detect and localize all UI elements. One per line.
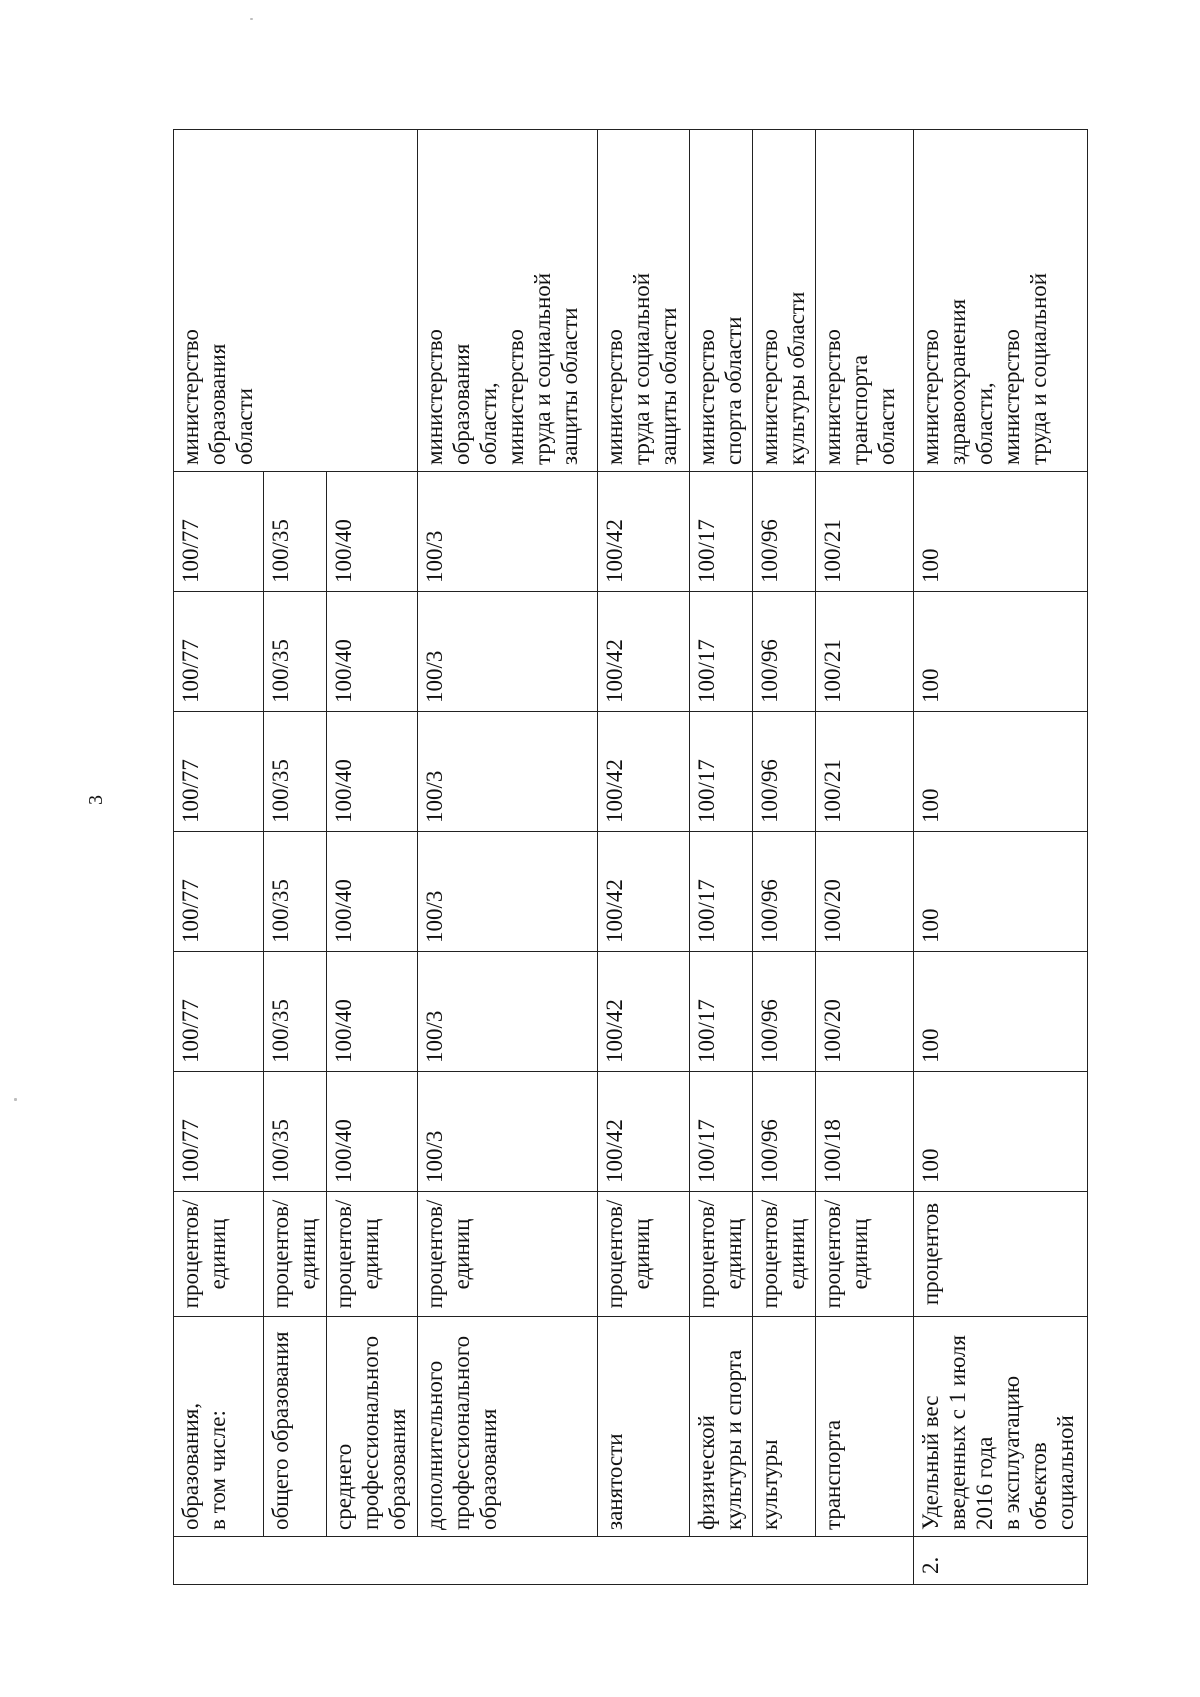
table-row (816, 130, 914, 1585)
indicators-table (173, 129, 1088, 1585)
value-cell: 100/35 (264, 832, 327, 952)
unit-cell: процентов/ единиц (753, 1192, 816, 1317)
value-cell: 100/42 (597, 592, 690, 712)
unit-cell: процентов/ единиц (690, 1192, 753, 1317)
value-cell: 100/77 (174, 712, 264, 832)
value-cell: 100/3 (417, 1072, 597, 1192)
value-cell: 100/42 (597, 952, 690, 1072)
value-cell: 100/96 (753, 592, 816, 712)
value-cell: 100/40 (326, 1072, 417, 1192)
indicator-cell: Удельный вес введенных с 1 июля 2016 года в эксплуатацию объектов социальной (913, 1317, 1087, 1537)
value-cell: 100 (913, 592, 1087, 712)
value-cell: 100/17 (690, 952, 753, 1072)
row-number-cell (753, 1537, 816, 1585)
value-cell: 100/35 (264, 592, 327, 712)
row-number-cell: 2. (913, 1537, 1087, 1585)
value-cell: 100/96 (753, 472, 816, 592)
value-cell: 100/40 (326, 952, 417, 1072)
value-cell: 100/42 (597, 712, 690, 832)
row-number-cell (326, 1537, 417, 1585)
value-cell: 100/40 (326, 592, 417, 712)
value-cell: 100/96 (753, 952, 816, 1072)
value-cell: 100/77 (174, 472, 264, 592)
unit-cell: процентов/ единиц (264, 1192, 327, 1317)
value-cell: 100/96 (753, 712, 816, 832)
page-number: 3 (85, 795, 107, 805)
scan-speck (14, 1098, 17, 1101)
unit-cell: процентов/ единиц (417, 1192, 597, 1317)
unit-cell: процентов/ единиц (816, 1192, 914, 1317)
value-cell: 100/35 (264, 472, 327, 592)
unit-cell: процентов (913, 1192, 1087, 1317)
value-cell: 100/17 (690, 712, 753, 832)
value-cell: 100/17 (690, 472, 753, 592)
value-cell: 100/42 (597, 472, 690, 592)
indicator-cell: образования, в том числе: (174, 1317, 264, 1537)
value-cell: 100/18 (816, 1072, 914, 1192)
row-number-cell (597, 1537, 690, 1585)
row-number-cell (264, 1537, 327, 1585)
value-cell: 100/77 (174, 1072, 264, 1192)
indicator-cell: дополнительного профессионального образования (417, 1317, 597, 1537)
unit-cell: процентов/ единиц (174, 1192, 264, 1317)
value-cell: 100/40 (326, 712, 417, 832)
table-row (597, 130, 690, 1585)
value-cell: 100/40 (326, 472, 417, 592)
table-row (174, 130, 264, 1585)
value-cell: 100 (913, 952, 1087, 1072)
value-cell: 100/42 (597, 1072, 690, 1192)
table-row (690, 130, 753, 1585)
responsible-cell: министерство образования области (174, 130, 264, 472)
table-row (264, 130, 327, 1585)
responsible-cell (264, 130, 327, 472)
responsible-cell: министерство образования области, министерство труда и социальной защиты области (417, 130, 597, 472)
value-cell: 100/17 (690, 832, 753, 952)
value-cell: 100/21 (816, 472, 914, 592)
value-cell: 100/20 (816, 832, 914, 952)
value-cell: 100/35 (264, 952, 327, 1072)
table-row (913, 130, 1087, 1585)
value-cell: 100/3 (417, 952, 597, 1072)
value-cell: 100/3 (417, 592, 597, 712)
table-row (326, 130, 417, 1585)
value-cell: 100/21 (816, 592, 914, 712)
value-cell: 100/40 (326, 832, 417, 952)
value-cell: 100 (913, 472, 1087, 592)
value-cell: 100/96 (753, 832, 816, 952)
value-cell: 100/17 (690, 592, 753, 712)
value-cell: 100/77 (174, 592, 264, 712)
value-cell: 100/3 (417, 472, 597, 592)
table-row (753, 130, 816, 1585)
rotated-table-container (173, 130, 1088, 1585)
value-cell: 100/35 (264, 1072, 327, 1192)
unit-cell: процентов/ единиц (326, 1192, 417, 1317)
value-cell: 100/20 (816, 952, 914, 1072)
value-cell: 100/77 (174, 832, 264, 952)
responsible-cell: министерство спорта области (690, 130, 753, 472)
indicator-cell: общего образования (264, 1317, 327, 1537)
indicator-cell: среднего профессионального образования (326, 1317, 417, 1537)
value-cell: 100/3 (417, 832, 597, 952)
responsible-cell: министерство транспорта области (816, 130, 914, 472)
scan-speck (250, 18, 253, 20)
row-number-cell (174, 1537, 264, 1585)
value-cell: 100/17 (690, 1072, 753, 1192)
responsible-cell: министерство труда и социальной защиты области (597, 130, 690, 472)
value-cell: 100/77 (174, 952, 264, 1072)
indicator-cell: занятости (597, 1317, 690, 1537)
unit-cell: процентов/ единиц (597, 1192, 690, 1317)
indicator-cell: культуры (753, 1317, 816, 1537)
value-cell: 100/42 (597, 832, 690, 952)
responsible-cell: министерство культуры области (753, 130, 816, 472)
value-cell: 100 (913, 712, 1087, 832)
value-cell: 100/21 (816, 712, 914, 832)
row-number-cell (417, 1537, 597, 1585)
value-cell: 100/35 (264, 712, 327, 832)
table-row (417, 130, 597, 1585)
value-cell: 100 (913, 832, 1087, 952)
responsible-cell: министерство здравоохранения области, министерство труда и социальной (913, 130, 1087, 472)
row-number-cell (690, 1537, 753, 1585)
indicator-cell: транспорта (816, 1317, 914, 1537)
indicator-cell: физической культуры и спорта (690, 1317, 753, 1537)
row-number-cell (816, 1537, 914, 1585)
value-cell: 100/3 (417, 712, 597, 832)
value-cell: 100/96 (753, 1072, 816, 1192)
responsible-cell (326, 130, 417, 472)
value-cell: 100 (913, 1072, 1087, 1192)
